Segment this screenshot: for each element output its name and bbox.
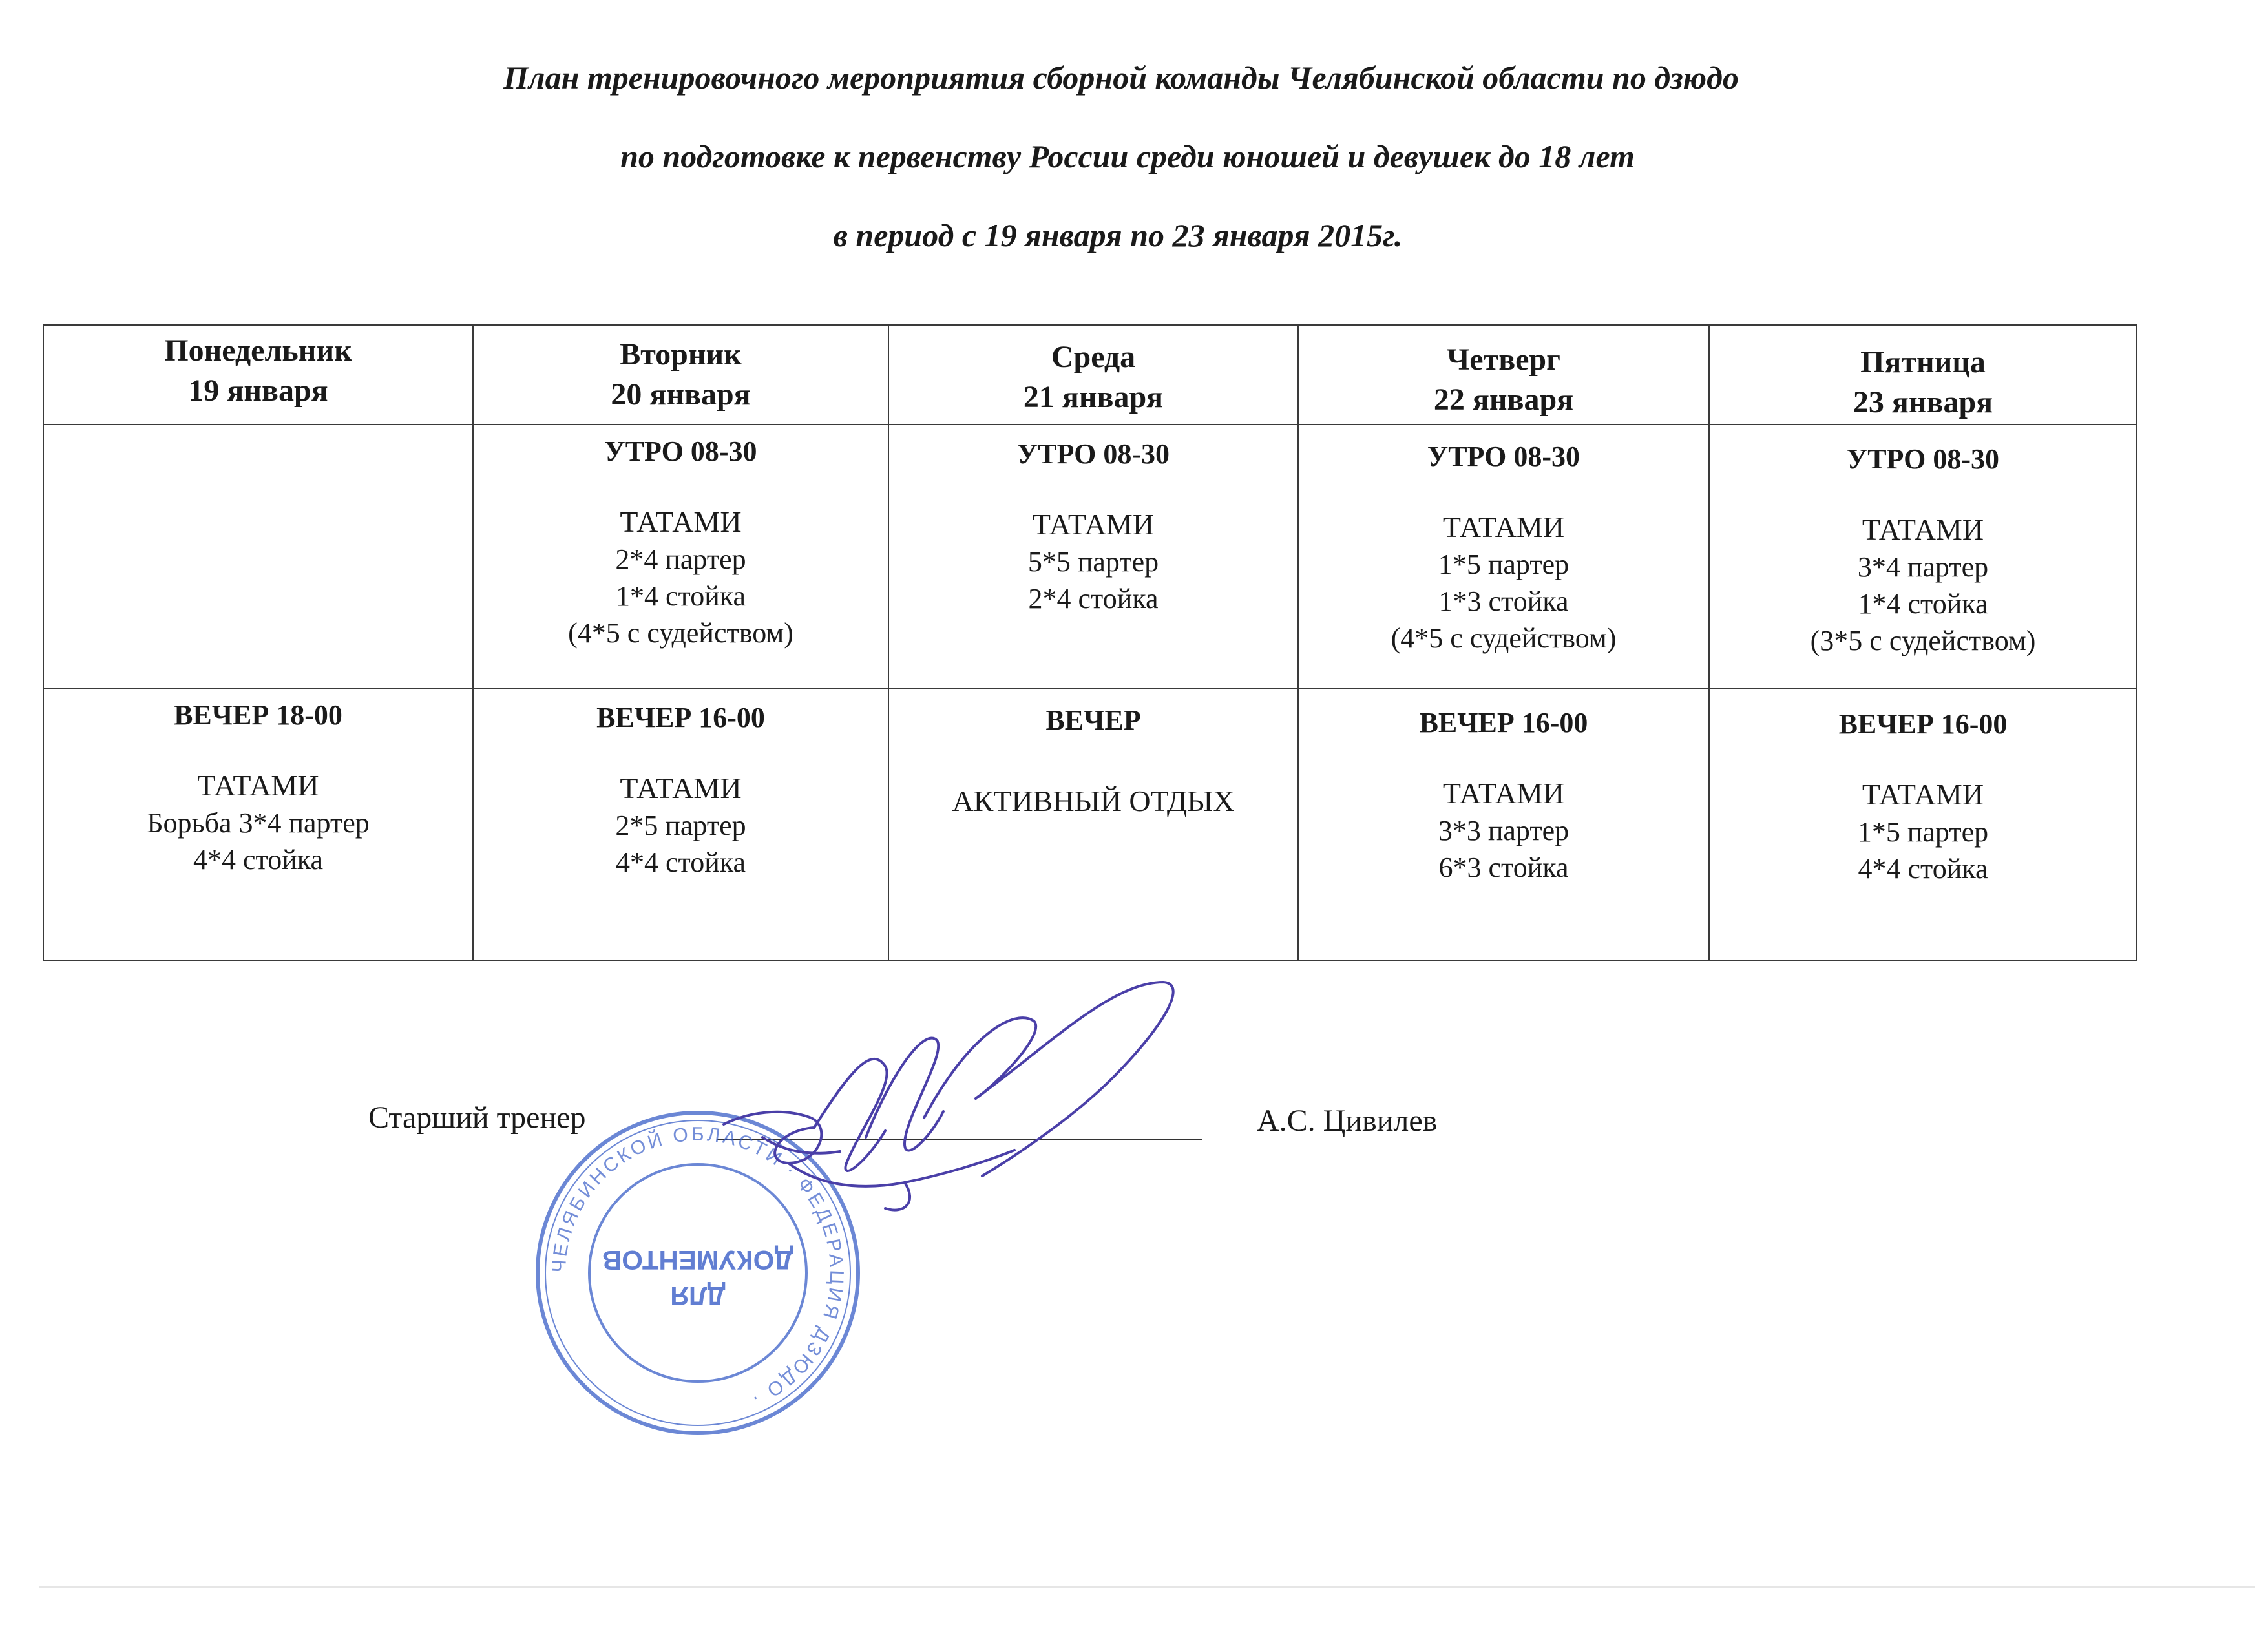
stamp-center-line-1: ДЛЯ	[670, 1281, 726, 1310]
day-header-wednesday	[888, 325, 1298, 425]
signature-block	[0, 969, 2268, 1551]
date-label: 22 января	[1433, 383, 1574, 417]
activity-line: (3*5 с судейством)	[1810, 625, 2036, 656]
title-line-3: в период с 19 января по 23 января 2015г.	[833, 217, 1403, 253]
morning-cell-friday	[1709, 425, 2137, 688]
session-place: ТАТАМИ	[1862, 778, 1984, 811]
date-label: 20 января	[611, 377, 751, 412]
activity-line: (4*5 с судейством)	[568, 617, 793, 649]
activity-line: 3*4 партер	[1857, 551, 1989, 583]
evening-row	[43, 688, 2137, 961]
day-header-monday	[43, 325, 473, 425]
session-time: ВЕЧЕР 16-00	[596, 702, 765, 733]
activity-line: 4*4 стойка	[193, 844, 323, 876]
activity-line: 1*4 стойка	[616, 580, 746, 612]
signer-name: А.С. Цивилев	[1257, 1104, 1438, 1138]
morning-cell-wednesday	[888, 425, 1298, 688]
weekday-label: Пятница	[1860, 345, 1986, 379]
session-time: ВЕЧЕР 16-00	[1419, 707, 1588, 739]
activity-line: 1*4 стойка	[1858, 588, 1988, 620]
date-label: 23 января	[1853, 385, 1993, 419]
morning-cell-monday	[43, 425, 473, 688]
activity-line: 5*5 партер	[1027, 546, 1159, 578]
weekday-label: Понедельник	[164, 333, 352, 368]
activity-line: 6*3 стойка	[1438, 852, 1569, 883]
evening-cell-monday	[43, 688, 473, 961]
evening-cell-thursday	[1298, 688, 1709, 961]
day-header-thursday	[1298, 325, 1709, 425]
session-time: УТРО 08-30	[1427, 441, 1580, 472]
session-place: ТАТАМИ	[197, 769, 319, 802]
evening-cell-tuesday	[473, 688, 888, 961]
session-place: ТАТАМИ	[1442, 510, 1565, 543]
evening-cell-friday	[1709, 688, 2137, 961]
activity-line: 4*4 стойка	[616, 846, 746, 878]
title-line-1: План тренировочного мероприятия сборной команды Челябинской области по дзюдо	[503, 59, 1739, 96]
session-place: ТАТАМИ	[1442, 777, 1565, 810]
schedule-table	[43, 324, 2137, 961]
session-time: УТРО 08-30	[1846, 443, 2000, 475]
session-time: ВЕЧЕР 18-00	[174, 699, 342, 731]
activity-line: 1*5 партер	[1438, 549, 1570, 580]
activity-line: Борьба 3*4 партер	[147, 807, 370, 839]
session-time: ВЕЧЕР	[1045, 704, 1141, 736]
morning-row	[43, 425, 2137, 688]
activity-line: 4*4 стойка	[1858, 853, 1988, 885]
activity-line: 3*3 партер	[1438, 815, 1570, 846]
scan-edge-shadow	[39, 1586, 2255, 1588]
activity-line: 1*3 стойка	[1438, 585, 1569, 617]
stamp-ring-text: ЧЕЛЯБИНСКОЙ ОБЛАСТИ · ФЕДЕРАЦИЯ ДЗЮДО ·	[548, 1123, 848, 1411]
activity-line: 2*4 стойка	[1028, 583, 1159, 614]
morning-cell-tuesday	[473, 425, 888, 688]
header-row	[43, 325, 2137, 425]
signer-position: Старший тренер	[368, 1100, 586, 1135]
weekday-label: Вторник	[620, 337, 742, 372]
session-place: ТАТАМИ	[1032, 508, 1155, 541]
date-label: 21 января	[1023, 380, 1164, 414]
activity-line: 2*5 партер	[615, 810, 746, 841]
activity-line: (4*5 с судейством)	[1391, 622, 1617, 654]
weekday-label: Четверг	[1447, 342, 1560, 377]
day-header-friday	[1709, 325, 2137, 425]
title-line-2: по подготовке к первенству России среди юношей и девушек до 18 лет	[620, 138, 1635, 174]
weekday-label: Среда	[1051, 340, 1136, 374]
session-time: ВЕЧЕР 16-00	[1838, 708, 2008, 740]
session-place: ТАТАМИ	[1862, 513, 1984, 546]
stamp-center-line-2: ДОКУМЕНТОВ	[602, 1245, 794, 1276]
session-place: ТАТАМИ	[620, 505, 742, 538]
session-place: ТАТАМИ	[620, 772, 742, 804]
activity-line: 2*4 партер	[615, 543, 746, 575]
activity-line: 1*5 партер	[1857, 816, 1989, 848]
document-title	[0, 61, 2268, 298]
date-label: 19 января	[188, 373, 328, 408]
day-header-tuesday	[473, 325, 888, 425]
session-time: УТРО 08-30	[604, 436, 757, 467]
active-rest-note: АКТИВНЫЙ ОТДЫХ	[952, 784, 1235, 817]
morning-cell-thursday	[1298, 425, 1709, 688]
session-time: УТРО 08-30	[1016, 438, 1170, 470]
evening-cell-wednesday	[888, 688, 1298, 961]
handwritten-signature	[711, 969, 1202, 1266]
